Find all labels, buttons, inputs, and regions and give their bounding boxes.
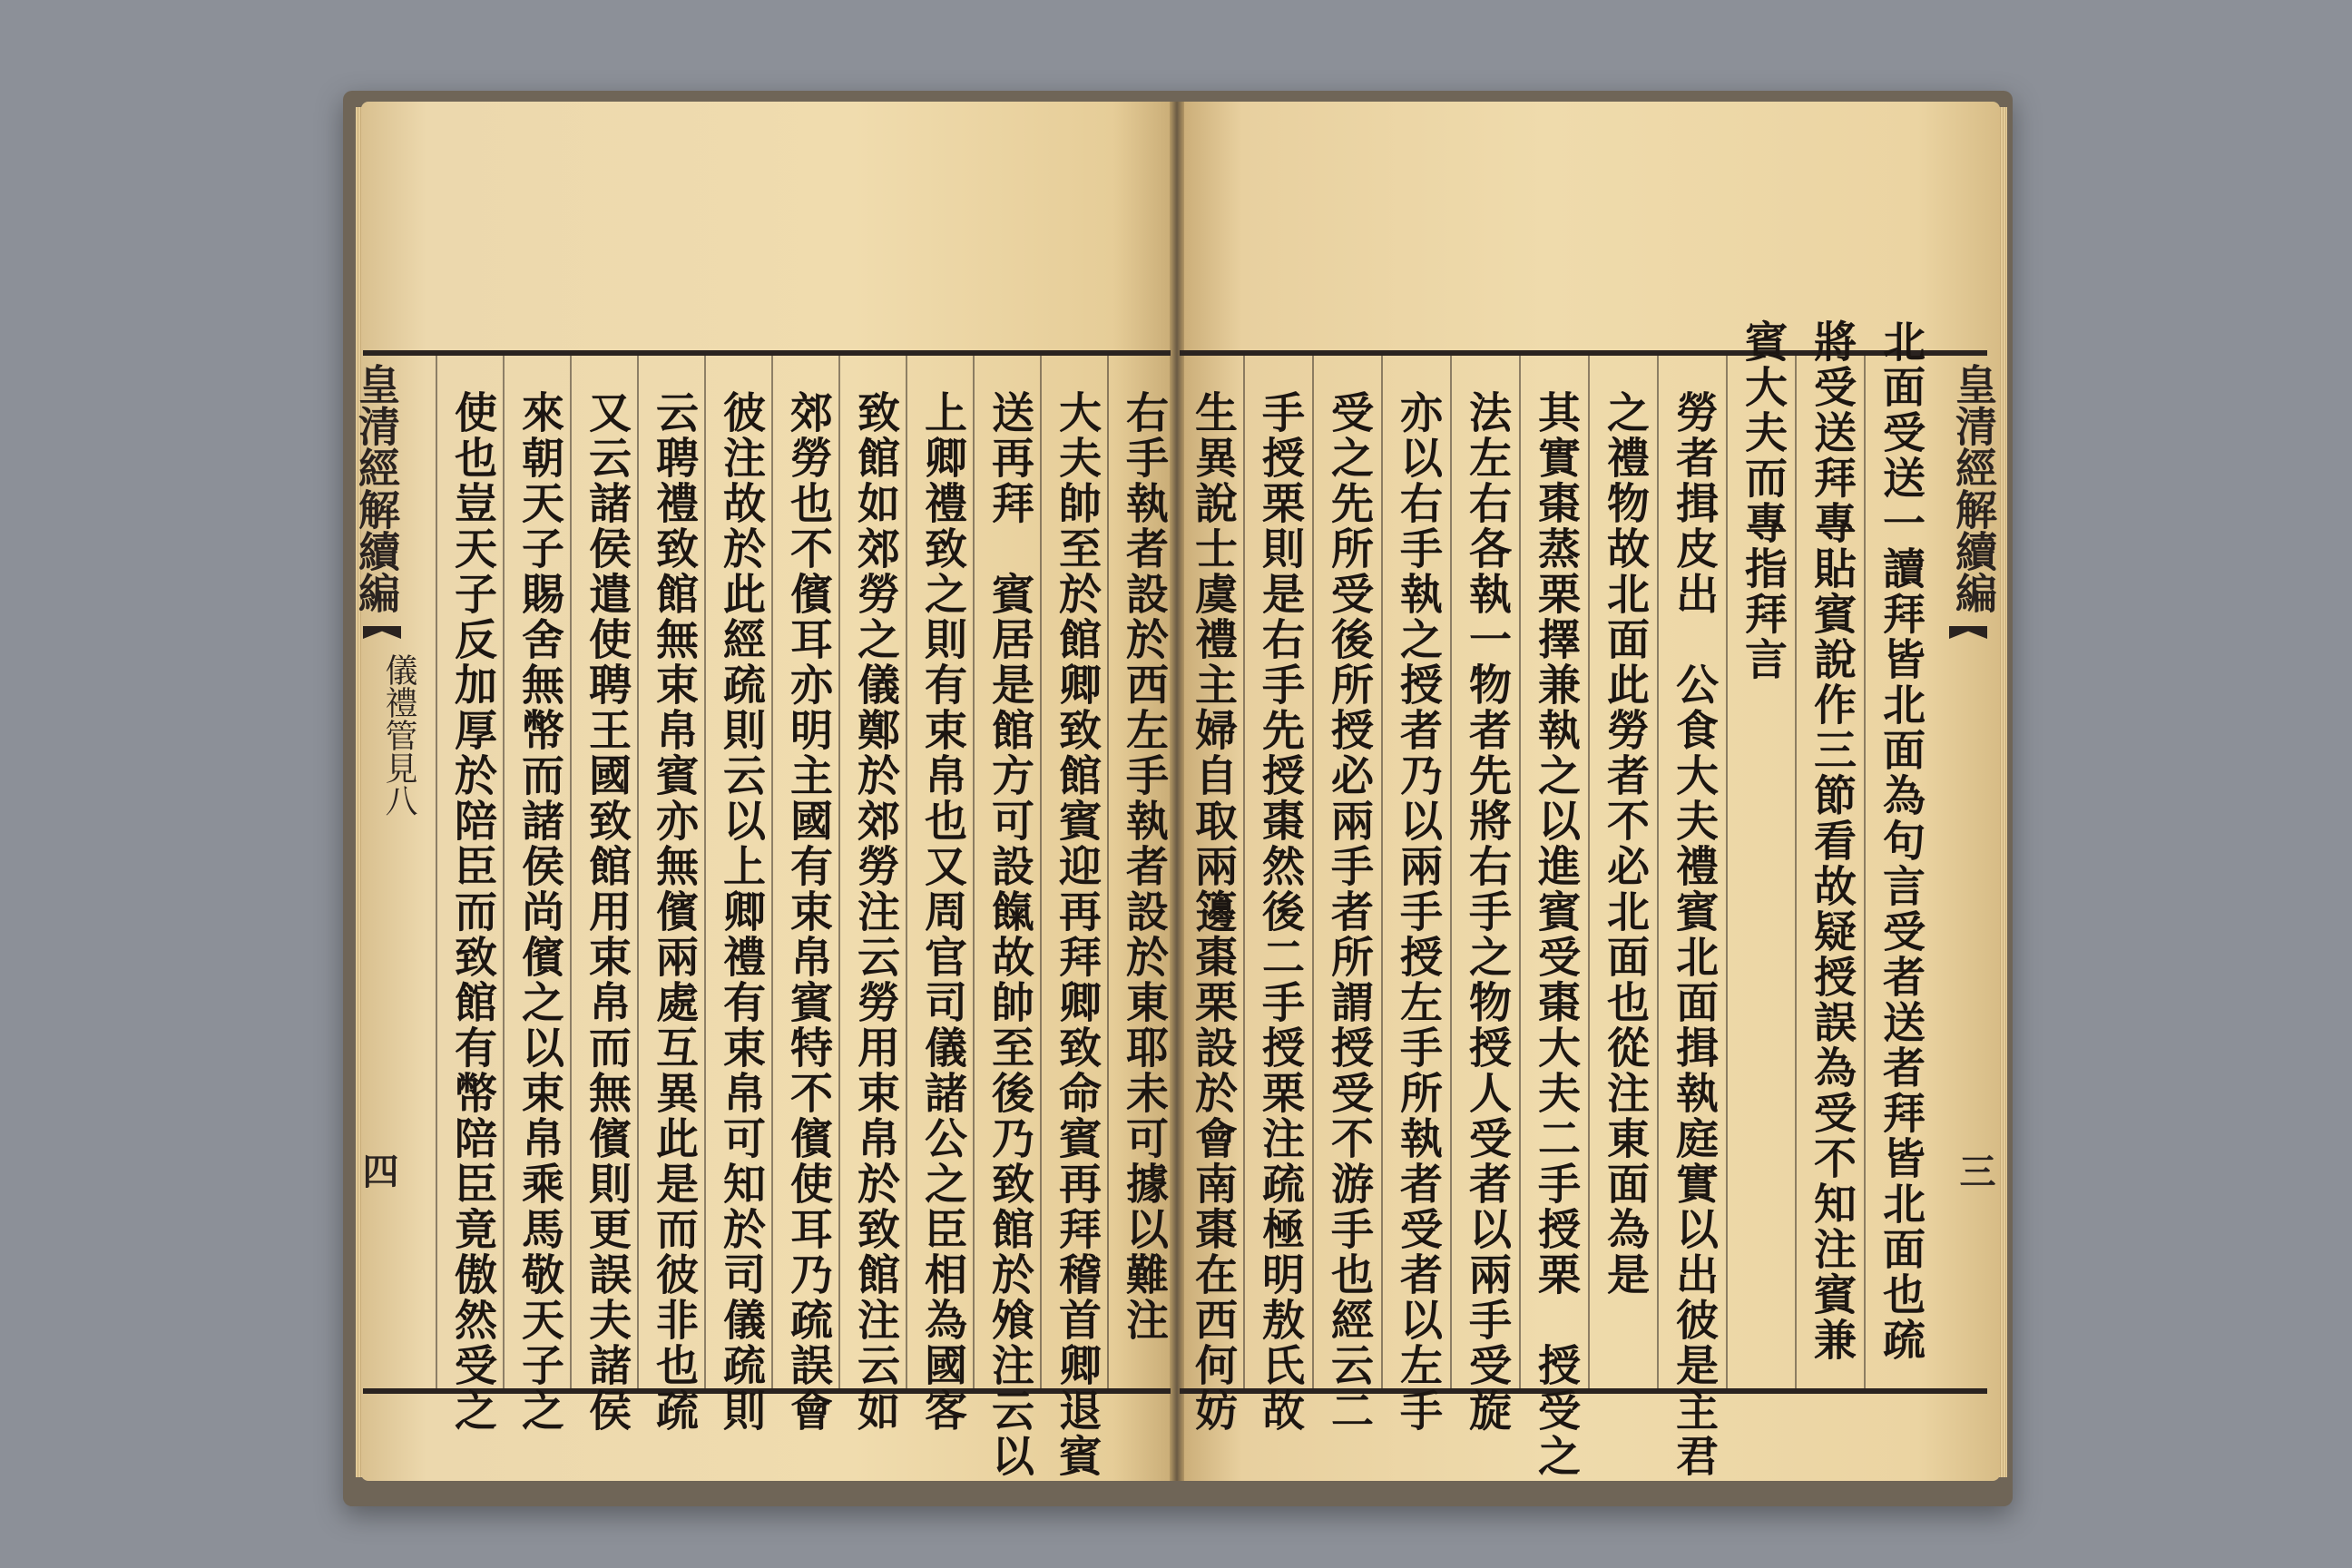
text-column: 將受送拜專貼賓說作三節看故疑授誤為受不知注賓兼 <box>1807 319 1857 1363</box>
column-rule <box>1588 356 1590 1388</box>
text-column: 勞者揖皮出 公食大夫禮賓北面揖執庭實以出彼是主君 <box>1669 390 1719 1479</box>
left-text-frame <box>363 350 1171 1479</box>
column-rule <box>637 356 639 1388</box>
text-column: 來朝天子賜舍無幣而諸侯尚儐之以束帛乘馬敬天子之 <box>514 390 564 1434</box>
left-margin-subtitle: 儀禮管見八 <box>380 653 417 817</box>
text-column: 郊勞也不儐耳亦明主國有束帛賓特不儐使耳乃疏誤會 <box>783 390 833 1434</box>
column-rule <box>704 356 706 1388</box>
text-column: 右手執者設於西左手執者設於東耶未可據以難注 <box>1119 390 1169 1343</box>
column-rule <box>1107 356 1109 1388</box>
right-text-frame <box>1180 319 1987 1479</box>
column-rule <box>1519 356 1521 1388</box>
text-column: 上卿禮致之則有束帛也又周官司儀諸公之臣相為國客 <box>917 390 967 1434</box>
column-rule <box>1726 356 1728 1388</box>
column-rule <box>1864 356 1866 1388</box>
text-column: 彼注故於此經疏則云以上卿禮有束帛可知於司儀疏則 <box>716 390 766 1434</box>
text-column: 使也豈天子反加厚於陪臣而致館有幣陪臣竟傲然受之 <box>447 390 497 1434</box>
column-rule <box>771 356 773 1388</box>
text-column: 法左右各執一物者先將右手之物授人受者以兩手受旋 <box>1462 390 1512 1434</box>
text-column: 云聘禮致館無束帛賓亦無儐兩處互異此是而彼非也疏 <box>649 390 699 1434</box>
column-rule <box>838 356 840 1388</box>
right-margin-title: 皇清經解續編 <box>1949 363 1998 613</box>
text-column: 亦以右手執之授者乃以兩手授左手所執者受者以左手 <box>1393 390 1443 1434</box>
text-column: 大夫帥至於館卿致館賓迎再拜卿致命賓再拜稽首卿退賓 <box>1052 390 1102 1479</box>
column-rule <box>570 356 572 1388</box>
column-rule <box>1795 356 1797 1388</box>
column-rule <box>906 356 907 1388</box>
left-folio: 四 <box>357 1152 399 1189</box>
text-column: 生異說士虞禮主婦自取兩籩棗栗設於會南棗在西何妨 <box>1188 390 1238 1434</box>
column-rule <box>1657 356 1659 1388</box>
column-rule <box>973 356 975 1388</box>
right-folio: 三 <box>1954 1152 1996 1189</box>
column-rule <box>436 356 437 1388</box>
column-rule <box>1243 356 1245 1388</box>
column-rule <box>503 356 505 1388</box>
column-rule <box>1312 356 1314 1388</box>
text-column: 之禮物故北面此勞者不必北面也從注東面為是 <box>1600 390 1650 1298</box>
column-rule <box>1040 356 1042 1388</box>
text-column: 受之先所受後所授必兩手者所謂授受不游手也經云二 <box>1324 390 1374 1434</box>
text-column: 又云諸侯遣使聘王國致館用束帛而無儐則更誤夫諸侯 <box>582 390 632 1434</box>
text-column: 賓大夫而專指拜言 <box>1738 319 1788 682</box>
column-rule <box>1450 356 1452 1388</box>
text-column: 北面受送一讀拜皆北面為句言受者送者拜皆北面也疏 <box>1876 319 1926 1363</box>
text-column: 其實棗蒸栗擇兼執之以進賓受棗大夫二手授栗 授受之 <box>1531 390 1581 1479</box>
column-rule <box>1381 356 1383 1388</box>
text-column: 送再拜 賓居是館方可設餼故帥至後乃致館於飧注云以 <box>985 390 1034 1479</box>
left-margin-title: 皇清經解續編 <box>352 363 401 613</box>
text-column: 致館如郊勞之儀鄭於郊勞注云勞用束帛於致館注云如 <box>850 390 900 1434</box>
text-column: 手授栗則是右手先授棗然後二手授栗注疏極明敖氏故 <box>1255 390 1305 1434</box>
